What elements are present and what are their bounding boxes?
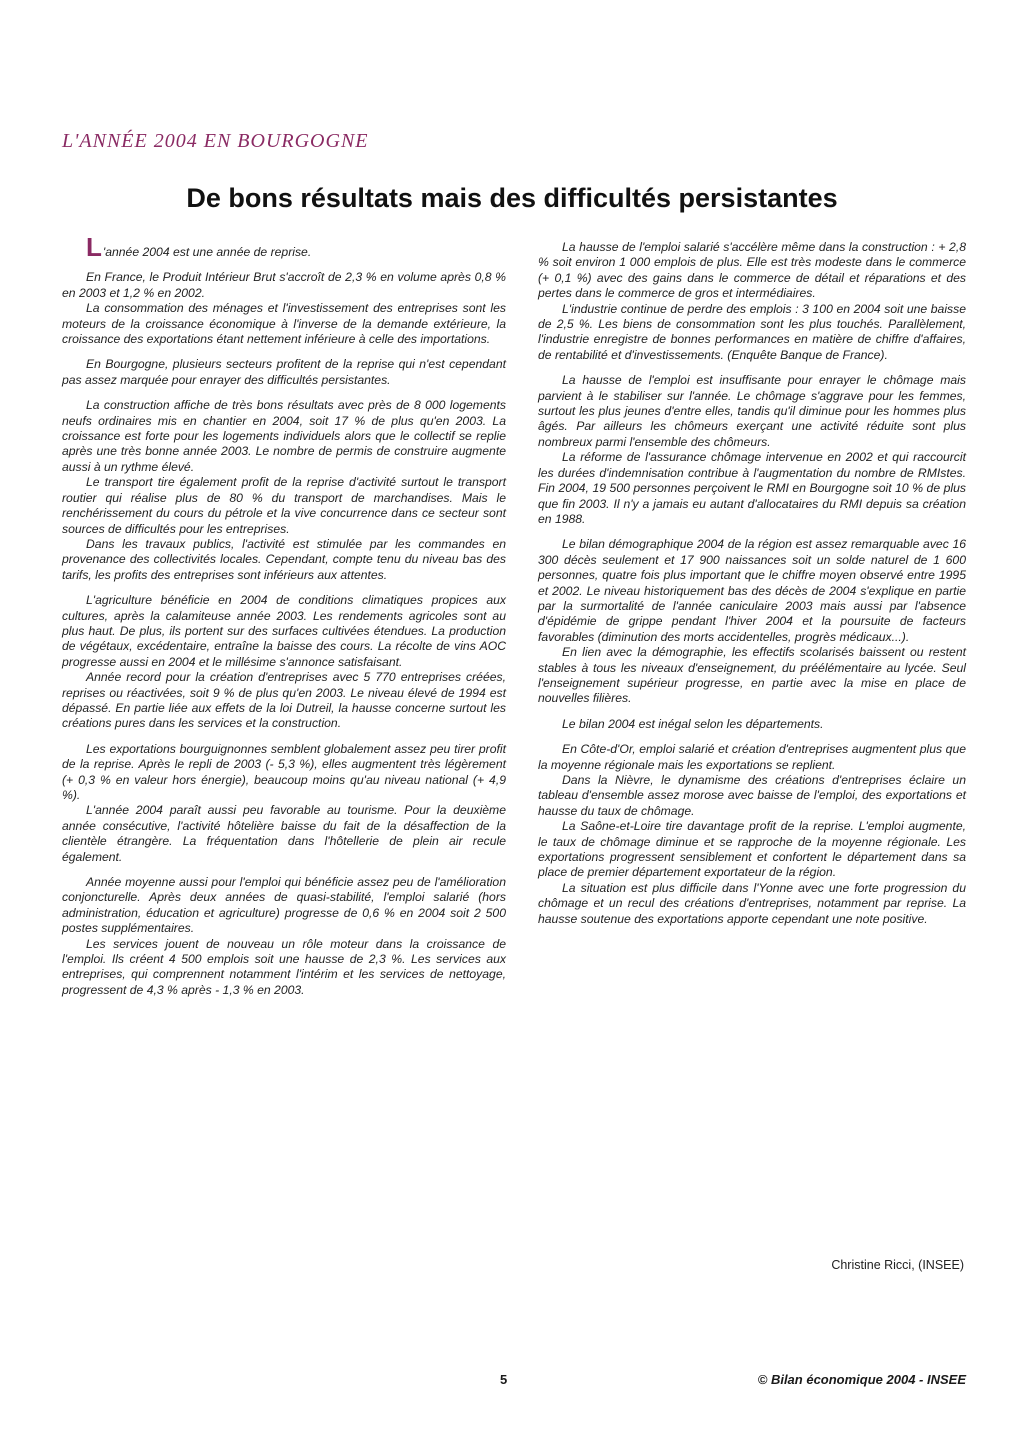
paragraph: Année moyenne aussi pour l'emploi qui bénéficie assez peu de l'amélioration conjoncturelle. Après deux années de quasi-stabilité, l'emploi salarié (hors administration, éducation et agriculture) progresse de 0,6 % en 2004 soit 2 500 postes supplémentaires.	[62, 875, 506, 936]
paragraph: L'année 2004 est une année de reprise.	[86, 232, 312, 262]
right-column	[538, 240, 966, 927]
paragraph: Les exportations bourguignonnes semblent globalement assez peu tirer profit de la reprise. Après le repli de 2003 (- 5,3 %), elles augmentent très légèrement (+ 0,3 % en valeur hors énergie), beaucoup moins qu'au niveau national (+ 4,9 %).	[62, 741, 506, 802]
article-headline: De bons résultats mais des difficultés persistantes	[186, 183, 838, 213]
paragraph: La hausse de l'emploi est insuffisante pour enrayer le chômage mais parvient à le stabiliser sur l'année. Le chômage s'aggrave pour les femmes, surtout les plus jeunes d'entre elles, tandis qu'il diminue pour les hommes plus âgés. Par ailleurs les chômeurs exerçant une activité réduite sont plus nombreux parmi l'ensemble des chômeurs.	[538, 373, 966, 449]
paragraph: L'agriculture bénéficie en 2004 de conditions climatiques propices aux cultures, après la calamiteuse année 2003. Les rendements agricoles sont au plus haut. De plus, ils portent sur des surfaces cultivées étendues. La production de végétaux, excédentaire, entraîne la baisse des cours. La récolte de vins AOC progresse aussi en 2004 et le millésime s'annonce satisfaisant.	[62, 593, 506, 669]
paragraph: La construction affiche de très bons résultats avec près de 8 000 logements neufs ordinaires mis en chantier en 2004, soit 17 % de plus qu'en 2003. La croissance est forte pour les logements individuels alors que le collectif se replie après une très bonne année 2003. Le nombre de permis de construire augmente aussi à un rythme élevé.	[62, 398, 506, 474]
paragraph: L'industrie continue de perdre des emplois : 3 100 en 2004 soit une baisse de 2,5 %. Les biens de consommation sont les plus touchés. Parallèlement, l'industrie enregistre de bonnes performances en matière de chiffre d'affaires, de rentabilité et d'investissements. (Enquête Banque de France).	[538, 301, 966, 362]
author-signature: Christine Ricci, (INSEE)	[831, 1258, 964, 1272]
paragraph: Année record pour la création d'entreprises avec 5 770 entreprises créées, reprises ou réactivées, soit 9 % de plus qu'en 2003. Le niveau élevé de 1994 est dépassé. En partie liée aux effets de la loi Dutreil, la hausse concerne surtout les créations pures dans les services et la construction.	[62, 670, 506, 731]
paragraph: Dans la Nièvre, le dynamisme des créations d'entreprises éclaire un tableau d'ensemble assez morose avec baisse de l'emploi, des exportations et hausse du taux de chômage.	[538, 773, 966, 818]
paragraph: Le bilan 2004 est inégal selon les départements.	[562, 716, 824, 731]
paragraph: Le transport tire également profit de la reprise d'activité surtout le transport routier qui réalise plus de 80 % du transport de marchandises. Mais le renchérissement du cours du pétrole et la vive concurrence dans ce secteur sont sources de difficultés pour les entreprises.	[62, 475, 506, 536]
paragraph: Les services jouent de nouveau un rôle moteur dans la croissance de l'emploi. Ils créent 4 500 emplois soit une hausse de 2,3 %. Les services aux entreprises, qui comprennent notamment l'intérim et les services de nettoyage, progressent de 4,3 % après - 1,3 % en 2003.	[62, 936, 506, 997]
drop-cap: L	[86, 232, 102, 262]
paragraph: Le bilan démographique 2004 de la région est assez remarquable avec 16 300 décès seulement et 17 900 naissances soit un solde naturel de 1 600 personnes, quatre fois plus important que le chiffre moyen observé entre 1995 et 2002. Le niveau historiquement bas des décès de 2004 s'explique en partie par la surmortalité de l'année caniculaire 2003 mais aussi par l'absence d'épidémie de grippe pendant l'hiver 2004 et la poursuite de facteurs favorables (diminution des morts accidentelles, progrès médicaux...).	[538, 537, 966, 644]
paragraph: En Bourgogne, plusieurs secteurs profitent de la reprise qui n'est cependant pas assez marquée pour enrayer des difficultés persistantes.	[62, 357, 506, 387]
left-column	[62, 232, 506, 998]
paragraph: La situation est plus difficile dans l'Yonne avec une forte progression du chômage et un recul des créations d'entreprises, notamment par reprise. La hausse soutenue des exportations apporte cependant une note positive.	[538, 880, 966, 926]
paragraph: L'année 2004 paraît aussi peu favorable au tourisme. Pour la deuxième année consécutive, l'activité hôtelière baisse du fait de la désaffection de la clientèle étrangère. La fréquentation dans l'hôtellerie de plein air recule également.	[62, 803, 506, 864]
paragraph: La consommation des ménages et l'investissement des entreprises sont les moteurs de la croissance économique à l'inverse de la demande extérieure, la croissance des exportations étant nettement inférieure à celle des importations.	[62, 301, 506, 347]
section-rubric: L'ANNÉE 2004 EN BOURGOGNE	[62, 130, 369, 152]
paragraph: En lien avec la démographie, les effectifs scolarisés baissent ou restent stables à tous les niveaux d'enseignement, du préélémentaire au lycée. Seul l'enseignement supérieur progresse, en partie avec la mise en place de nouvelles filières.	[538, 645, 966, 706]
paragraph: En Côte-d'Or, emploi salarié et création d'entreprises augmentent plus que la moyenne régionale mais les exportations se replient.	[538, 742, 966, 772]
page-number: 5	[500, 1372, 508, 1387]
paragraph: Dans les travaux publics, l'activité est stimulée par les commandes en provenance des collectivités locales. Cependant, compte tenu du niveau bas des tarifs, les profits des entreprises sont inférieurs aux attentes.	[62, 536, 506, 582]
paragraph: La réforme de l'assurance chômage intervenue en 2002 et qui raccourcit les durées d'indemnisation contribue à l'augmentation du nombre de RMIstes. Fin 2004, 19 500 personnes perçoivent le RMI en Bourgogne soit 10 % de plus que fin 2003. Il n'y a jamais eu autant d'allocataires du RMI depuis sa création en 1988.	[538, 450, 966, 526]
paragraph: La hausse de l'emploi salarié s'accélère même dans la construction : + 2,8 % soit environ 1 000 emplois de plus. Elle est très modeste dans le commerce (+ 0,1 %) avec des gains dans le commerce de détail et réparations et des pertes dans le commerce de gros et intermédiaires.	[538, 240, 966, 301]
copyright-notice: © Bilan économique 2004 - INSEE	[757, 1372, 966, 1387]
paragraph: La Saône-et-Loire tire davantage profit de la reprise. L'emploi augmente, le taux de chômage diminue et se rapproche de la moyenne régionale. Les exportations progressent sensiblement et confortent le département dans sa place de premier département exportateur de la région.	[538, 819, 966, 880]
paragraph: En France, le Produit Intérieur Brut s'accroît de 2,3 % en volume après 0,8 % en 2003 et 1,2 % en 2002.	[62, 270, 506, 300]
